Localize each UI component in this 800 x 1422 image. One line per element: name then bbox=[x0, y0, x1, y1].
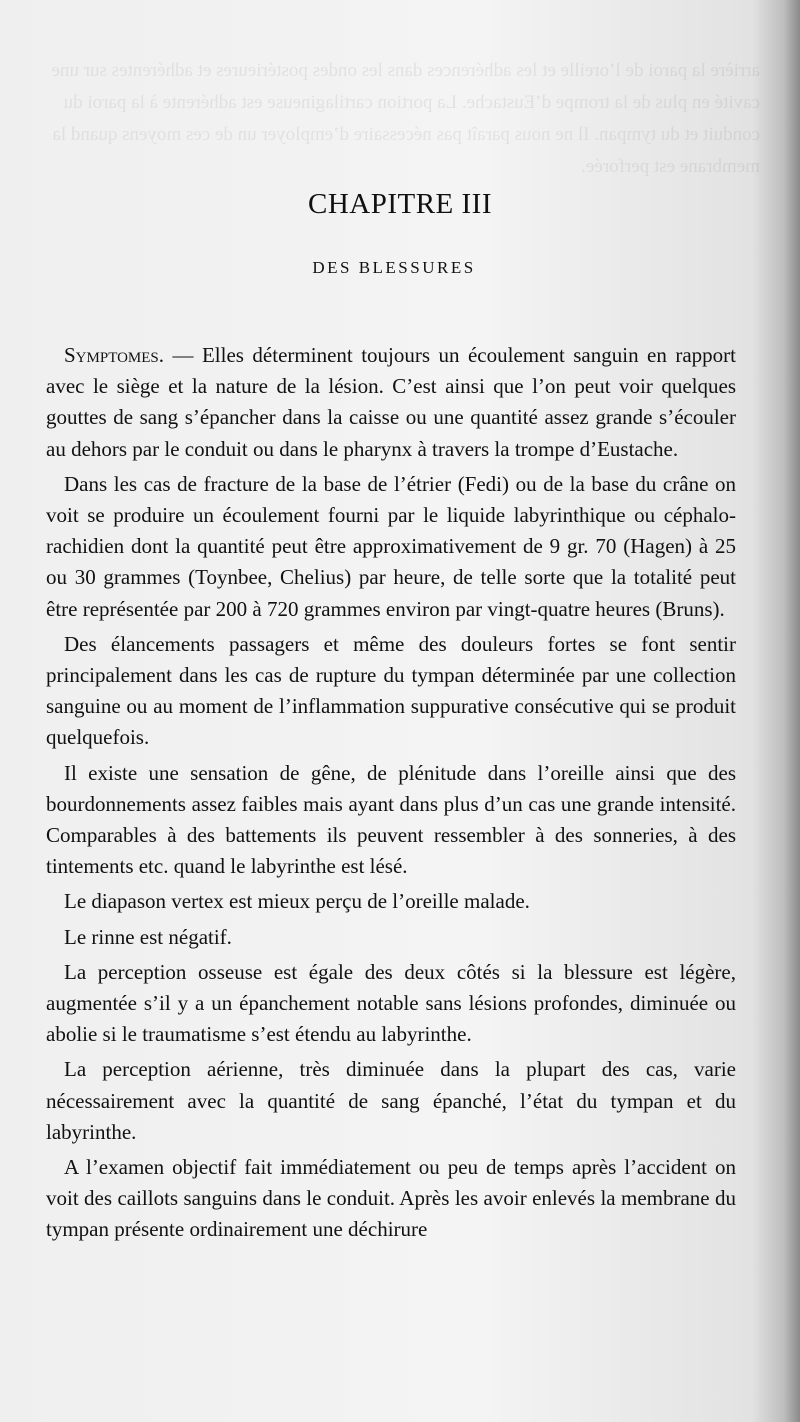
section-title: DES BLESSURES bbox=[312, 258, 476, 277]
paragraph: A l’examen objectif fait immédiatement ou peu de temps après l’accident on voit des caillots sanguins dans le conduit. Après les avoir enlevés la membrane du tympan présente ordinairement une déchirure bbox=[46, 1155, 736, 1242]
paragraph-text: — Elles déterminent toujours un écoulement sanguin en rapport avec le siège et la nature de la lésion. C’est ainsi que l’on peut voir quelques gouttes de sang s’épancher dans la caisse ou une quantité assez grande s’écouler au dehors par le conduit ou dans le pharynx à travers la trompe d’Eustache. bbox=[46, 343, 736, 461]
paragraph bbox=[46, 340, 736, 465]
paragraph: Dans les cas de fracture de la base de l’étrier (Fedi) ou de la base du crâne on voit se produire un écoulement fourni par le liquide labyrinthique ou céphalo-rachidien dont la quantité peut être approximativement de 9 gr. 70 (Hagen) à 25 ou 30 grammes (Toynbee, Chelius) par heure, de telle sorte que la totalité peut être représentée par 200 à 720 grammes environ par vingt-quatre heures (Bruns). bbox=[46, 471, 736, 621]
chapter-title: CHAPITRE III bbox=[307, 188, 492, 220]
paragraph: Des élancements passagers et même des douleurs fortes se font sentir principalement dans les cas de rupture du tympan déterminée par une collection sanguine ou au moment de l’inflammation suppurative consécutive qui se produit quelquefois. bbox=[46, 631, 736, 750]
paragraph: La perception aérienne, très diminuée dans la plupart des cas, varie nécessairement avec la quantité de sang épanché, l’état du tympan et du labyrinthe. bbox=[46, 1057, 736, 1144]
paragraph: Il existe une sensation de gêne, de plénitude dans l’oreille ainsi que des bourdonnements assez faibles mais ayant dans plus d’un cas une grande intensité. Comparables à des battements ils peuvent ressembler à des sonneries, à des tintements etc. quand le labyrinthe est lésé. bbox=[46, 760, 736, 879]
body-text bbox=[46, 340, 736, 1250]
paragraph: Le diapason vertex est mieux perçu de l’oreille malade. bbox=[64, 889, 530, 914]
paragraph: Le rinne est négatif. bbox=[64, 924, 232, 949]
paragraph-lead: Symptomes. bbox=[64, 343, 165, 367]
show-through-text: arrière la paroi de l’oreille et les adhérences dans les ondes postérieures et adhérentes sur une cavité en plus de la trompe d’Eustache. La portion cartilagineuse est adhérente à la paroi du conduit et du tympan. Il ne nous paraît pas nécessaire d’employer un de ces moyens quand la membrane est perforée. bbox=[51, 60, 760, 177]
paragraph: La perception osseuse est égale des deux côtés si la blessure est légère, augmentée s’il y a un épanchement notable sans lésions profondes, diminuée ou abolie si le traumatisme s’est étendu au labyrinthe. bbox=[46, 959, 736, 1047]
